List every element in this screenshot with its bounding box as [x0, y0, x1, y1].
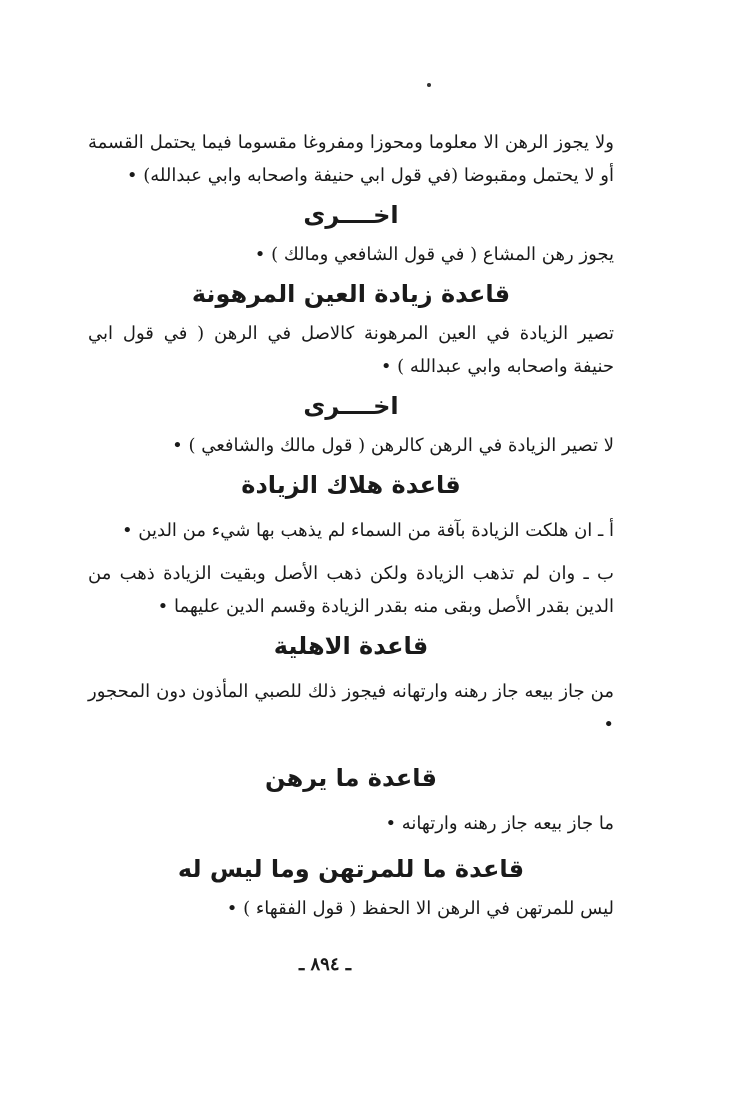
paragraph-item-a: أ ـ ان هلكت الزيادة بآفة من السماء لم يذهب بها شيء من الدين •	[121, 520, 614, 541]
heading-other-2: اخــــرى	[303, 392, 399, 420]
paragraph-eligibility: من جاز بيعه جاز رهنه وارتهانه فيجوز ذلك للصبي المأذون دون المحجور •	[88, 681, 614, 735]
heading-increase-loss: قاعدة هلاك الزيادة	[241, 471, 461, 499]
paragraph-what-is-pledged: ما جاز بيعه جاز رهنه وارتهانه •	[385, 813, 614, 834]
heading-pledged-increase: قاعدة زيادة العين المرهونة	[191, 280, 511, 308]
paragraph-pledge-conditions: ولا يجوز الرهن الا معلوما ومحوزا ومفروغا مقسوما فيما يحتمل القسمة أو لا يحتمل ومقبوضا (في قول ابي حنيفة واصحابه وابي عبدالله) •	[88, 132, 614, 186]
heading-what-is-pledged: قاعدة ما يرهن	[265, 764, 437, 792]
heading-pledgee-rights: قاعدة ما للمرتهن وما ليس له	[177, 855, 525, 883]
heading-eligibility: قاعدة الاهلية	[273, 632, 429, 660]
page-body	[88, 126, 614, 925]
ink-dot	[427, 83, 431, 87]
paragraph-increase-as-origin: تصير الزيادة في العين المرهونة كالاصل في الرهن ( في قول ابي حنيفة واصحابه وابي عبدالله ) •	[88, 323, 614, 377]
page-number: ـ ٨٩٤ ـ	[298, 954, 352, 975]
paragraph-item-b: ب ـ وان لم تذهب الزيادة ولكن ذهب الأصل وبقيت الزيادة ذهب من الدين بقدر الأصل وبقى منه بقدر الزيادة وقسم الدين عليهما •	[88, 563, 614, 617]
heading-other-1: اخــــرى	[303, 201, 399, 229]
paragraph-pledgee-rights: ليس للمرتهن في الرهن الا الحفظ ( قول الفقهاء ) •	[226, 898, 614, 919]
paragraph-increase-not-pledge: لا تصير الزيادة في الرهن كالرهن ( قول مالك والشافعي ) •	[172, 435, 614, 456]
paragraph-shared-pledge: يجوز رهن المشاع ( في قول الشافعي ومالك ) •	[254, 244, 614, 265]
